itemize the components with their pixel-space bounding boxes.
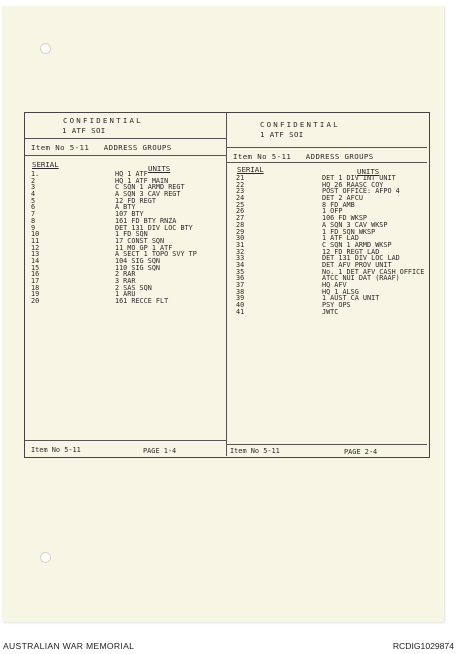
serial: 28 (236, 220, 245, 229)
unit: DET 131 DIV LOC LAD (322, 254, 400, 263)
serial: 7 (31, 210, 36, 219)
serial: 37 (236, 281, 245, 289)
serial: 39 (236, 294, 245, 303)
unit: DET 2 AFCU (322, 194, 363, 203)
serial: 8 (31, 216, 36, 225)
unit: DET 131 DIV LOC BTY (115, 223, 193, 232)
punch-hole-top (40, 43, 51, 54)
left-footer-page: PAGE 1-4 (143, 447, 177, 455)
unit: 17 CONST SQN (115, 236, 165, 245)
unit: 2 SAS SQN (115, 283, 152, 292)
list-item (31, 298, 226, 305)
list-item (236, 309, 427, 316)
archive-id: RCDIG1029874 (392, 641, 454, 651)
serial: 14 (31, 256, 40, 265)
right-footer-page: PAGE 2-4 (344, 448, 378, 456)
serial: 15 (31, 263, 40, 272)
unit: 1 FD SQN WKSP (322, 227, 376, 236)
unit: 11 MO GP 1 ATF (115, 243, 173, 252)
serial: 17 (31, 277, 40, 285)
unit: A SECT 1 TOPO SVY TP (115, 250, 197, 259)
right-footer-rule (227, 444, 427, 445)
serial: 18 (31, 283, 40, 292)
serial: 19 (31, 290, 40, 299)
unit: HQ AFV (322, 281, 347, 289)
right-panel (227, 113, 427, 455)
serial: 23 (236, 187, 245, 196)
right-subtitle: 1 ATF SOI (260, 130, 304, 139)
unit: 161 FD BTY RNZA (115, 216, 177, 225)
serial: 40 (236, 301, 245, 310)
left-subtitle: 1 ATF SOI (62, 126, 106, 135)
left-address-list (31, 171, 226, 305)
unit: 12 FD REGT LAD (322, 247, 380, 256)
unit: 1 AUST CA UNIT (322, 294, 380, 303)
right-item-rule (227, 162, 427, 163)
unit: A SQN 3 CAV REGT (115, 190, 181, 199)
serial: 1. (31, 170, 40, 178)
unit: C SQN 1 ARMD WKSP (322, 240, 392, 249)
serial: 26 (236, 207, 245, 216)
serial: 34 (236, 260, 245, 269)
unit: PSY OPS (322, 301, 351, 310)
serial: 33 (236, 254, 245, 263)
right-title: CONFIDENTIAL (260, 120, 340, 129)
serial: 9 (31, 223, 36, 232)
unit: 3 RAR (115, 277, 136, 285)
unit: HQ 1 ATF (115, 170, 148, 178)
unit: DET AFV PROV UNIT (322, 260, 392, 269)
serial: 29 (236, 227, 245, 236)
unit: 107 BTY (115, 210, 144, 219)
unit: 1 FD SQN (115, 230, 148, 239)
serial: 13 (31, 250, 40, 259)
serial: 11 (31, 236, 40, 245)
right-footer-item: Item No 5-11 (230, 447, 280, 455)
unit: ATCC NUI DAT (RAAF) (322, 274, 400, 283)
serial: 25 (236, 200, 245, 209)
archive-footer (0, 640, 456, 654)
unit: 106 FD WKSP (322, 214, 368, 223)
serial: 32 (236, 247, 245, 256)
unit: 2 RAR (115, 270, 136, 279)
serial: 5 (31, 196, 36, 205)
serial: 20 (31, 297, 40, 306)
serial: 30 (236, 234, 245, 243)
unit: HQ 1 ATF MAIN (115, 176, 169, 185)
serial: 36 (236, 274, 245, 283)
serial: 10 (31, 230, 40, 239)
serial: 41 (236, 307, 245, 316)
right-address-list (236, 175, 427, 315)
serial: 38 (236, 287, 245, 296)
unit: 1 ATF LAD (322, 234, 359, 243)
serial: 16 (31, 270, 40, 279)
serial: 24 (236, 194, 245, 203)
left-panel (25, 113, 226, 455)
serial: 35 (236, 267, 245, 276)
unit: C SQN 1 ARMD REGT (115, 183, 185, 192)
unit: DET 1 DIV INT UNIT (322, 174, 396, 182)
left-header-rule (25, 138, 226, 139)
left-footer-item: Item No 5-11 (31, 446, 81, 454)
unit: 161 RECCE FLT (115, 297, 169, 306)
serial: 4 (31, 190, 36, 199)
left-serial-header: SERIAL (32, 160, 59, 169)
serial: 22 (236, 180, 245, 189)
left-footer-rule (25, 440, 226, 441)
right-serial-header: SERIAL (237, 165, 264, 174)
unit: 1 ARU (115, 290, 136, 299)
serial: 2 (31, 176, 36, 185)
right-item-line: Item No 5-11 ADDRESS GROUPS (233, 152, 374, 161)
unit: 8 FD AMB (322, 200, 355, 209)
serial: 6 (31, 203, 36, 212)
punch-hole-bottom (40, 552, 51, 563)
unit: 104 SIG SQN (115, 256, 161, 265)
serial: 21 (236, 174, 245, 182)
unit: 1 OFP (322, 207, 343, 216)
right-header-rule (227, 147, 427, 148)
unit: 110 SIG SQN (115, 263, 161, 272)
left-title: CONFIDENTIAL (63, 116, 143, 125)
unit: JWTC (322, 307, 339, 316)
unit: A BTY (115, 203, 136, 212)
serial: 27 (236, 214, 245, 223)
unit: A SQN 3 CAV WKSP (322, 220, 388, 229)
left-units-header: UNITS (148, 164, 171, 173)
right-units-header: UNITS (357, 167, 380, 176)
unit: POST OFFICE: AFPO 4 (322, 187, 400, 196)
archive-name: AUSTRALIAN WAR MEMORIAL (3, 641, 135, 651)
left-item-rule (25, 155, 226, 156)
serial: 3 (31, 183, 36, 192)
unit: HQ 26 RAASC COY (322, 180, 384, 189)
unit: HQ 1 ALSG (322, 287, 359, 296)
serial: 12 (31, 243, 40, 252)
serial: 31 (236, 240, 245, 249)
unit: No. 1 DET AFV CASH OFFICE (322, 267, 425, 276)
left-item-line: Item No 5-11 ADDRESS GROUPS (31, 143, 172, 152)
unit: 12 FD REGT (115, 196, 156, 205)
